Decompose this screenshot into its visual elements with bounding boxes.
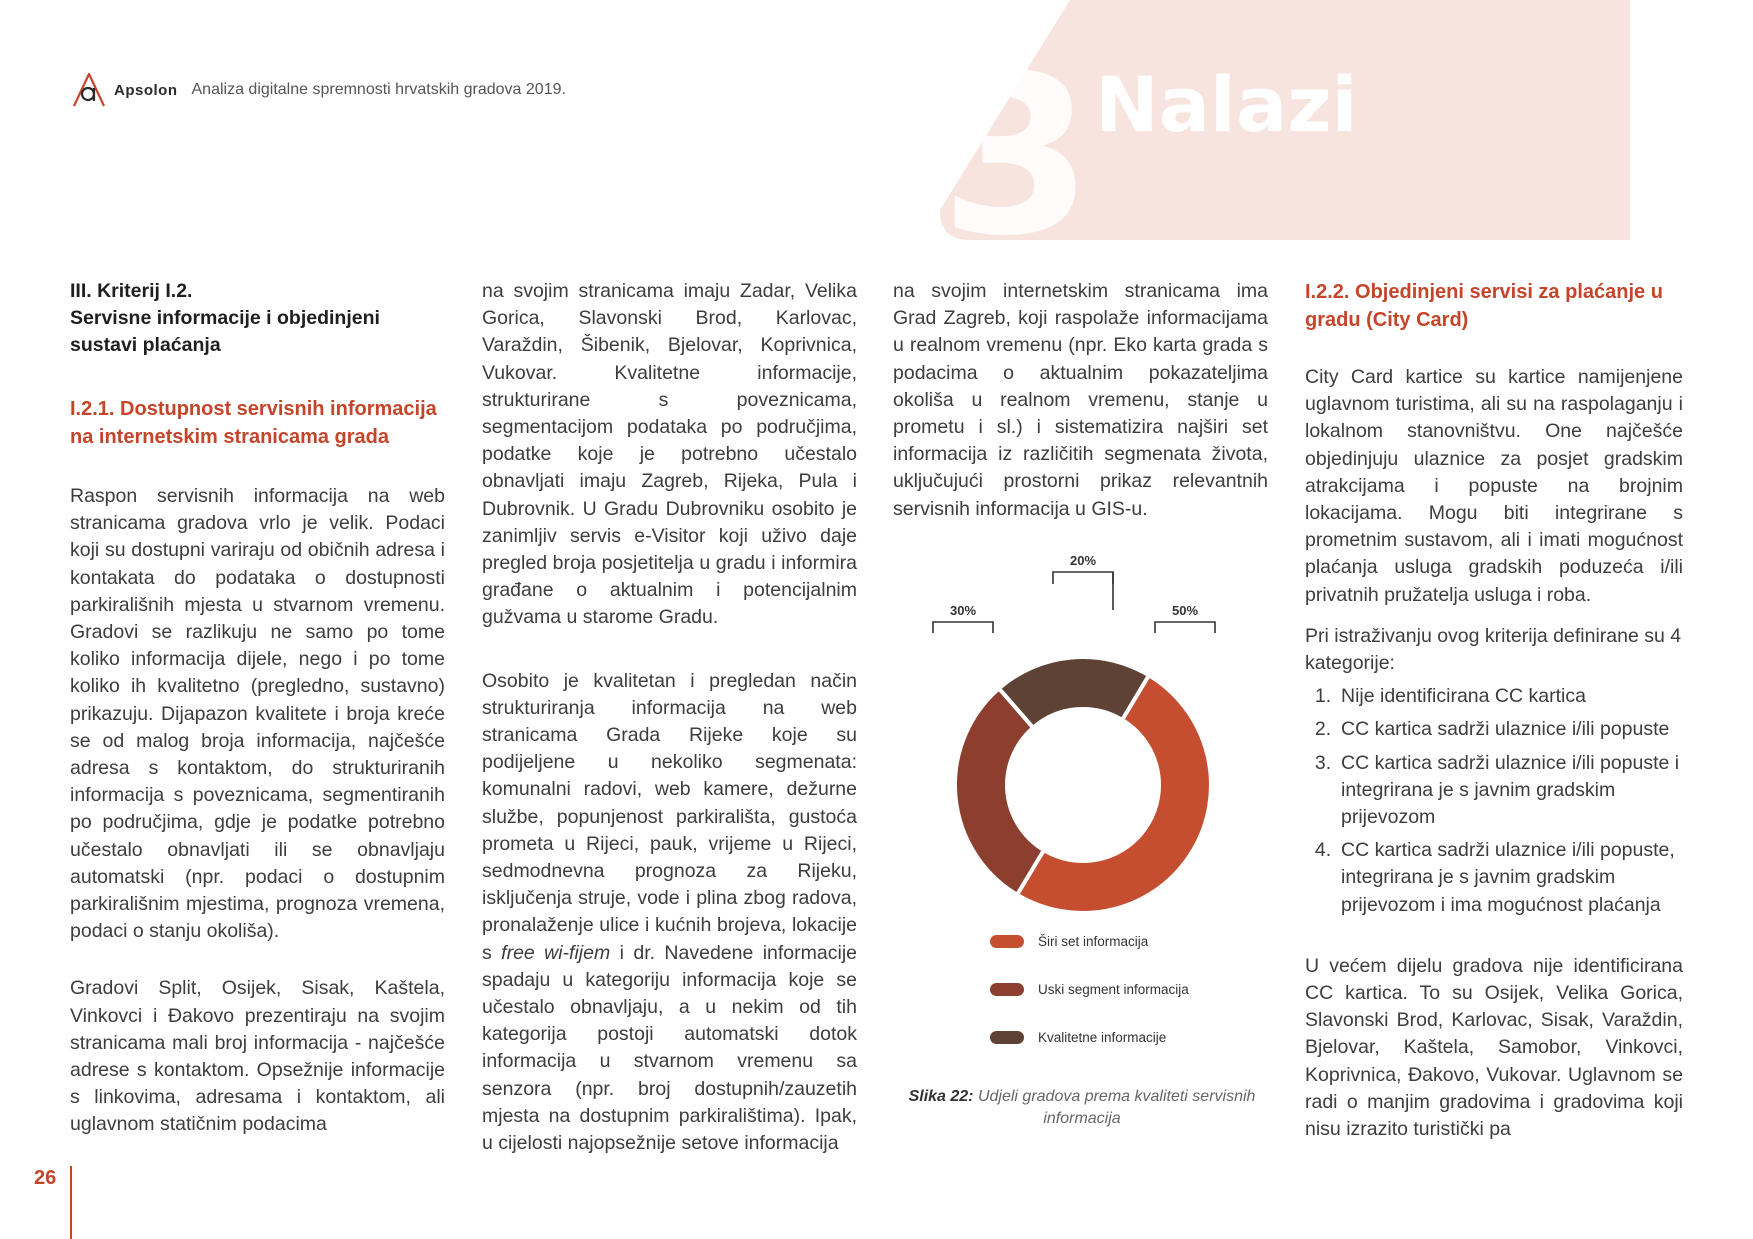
list-text: CC kartica sadrži ulaznice i/ili popuste i integrirana je s javnim gradskim prijevozom — [1341, 751, 1680, 829]
donut-data-label: 30% — [949, 603, 977, 618]
label-leader-line — [1155, 622, 1215, 633]
donut-data-label: 50% — [1171, 603, 1199, 618]
legend-item — [990, 1026, 1189, 1048]
legend-swatch — [990, 935, 1024, 948]
list-number: 3. — [1314, 751, 1332, 774]
legend-label: Širi set informacija — [1038, 933, 1149, 949]
paragraph-text: i dr. Navedene informacije spadaju u kategoriju informacija koje se učestalo obnavljaju, a u nekim od tih kategorija postoji automatski dotok informacija u stvarnom vremenu sa senzora (npr. broj dostupnih/zauzetih mjesta na dostupnim parkiralištima). Ipak, u cijelosti najopsežnije setove informacija — [482, 941, 857, 1155]
legend-swatch — [990, 983, 1024, 996]
paragraph: na svojim internetskim stranicama ima Grad Zagreb, koji raspolaže informacijama u realnom vremenu (npr. Eko karta grada s podacima o aktualnim pokazateljima okoliša u realnom vremenu, stanje u prometu i sl.) i sistematizira najširi set informacija iz različitih segmenata života, uključujući prostorni prikaz relevantnih servisnih informacija u GIS-u. — [893, 280, 1268, 520]
donut-chart — [893, 540, 1271, 920]
page-header — [70, 70, 566, 110]
criterion-title — [70, 278, 445, 359]
chart-legend — [990, 930, 1189, 1074]
list-text: CC kartica sadrži ulaznice i/ili popuste — [1341, 718, 1670, 741]
column-2 — [482, 278, 857, 1184]
legend-item — [990, 978, 1189, 1000]
list-number: 2. — [1314, 718, 1332, 741]
paragraph: City Card kartice su kartice namijenjene uglavnom turistima, ali su na raspolaganju i lokalnom stanovništvu. One najčešće objedinjuju ulaznice za posjet gradskim atrakcijama i popuste na brojnim lokacijama. Mogu biti integrirane s prometnim sustavom, ali i imati mogućnost plaćanja usluga gradskih poduzeća i/ili privatnih pružatelja usluga i roba. — [1305, 366, 1683, 606]
list-item — [1305, 837, 1683, 919]
italic-term: free wi-fijem — [501, 941, 611, 964]
label-leader-line — [1053, 572, 1113, 584]
list-item — [1305, 750, 1683, 832]
section-heading-2-1: I.2.1. Dostupnost servisnih informacija na internetskim stranicama grada — [70, 398, 437, 448]
paragraph: Pri istraživanju ovog kriterija definirane su 4 kategorije: — [1305, 624, 1682, 675]
paragraph-text: Osobito je kvalitetan i pregledan način strukturiranja informacija na web stranicama Grada Rijeke koje su podijeljene u nekoliko segmenata: komunalni radovi, web kamere, dežurne službe, popunjenost parkirališta, gustoća prometa u Rijeci, pauk, vrijeme u Rijeci, sedmodnevna prognoza za Rijeku, isključenja struje, vode i plina zbog radova, pronalaženje ulice i kućnih brojeva, lokacije s — [482, 669, 857, 964]
list-number: 4. — [1314, 839, 1332, 862]
paragraph: U većem dijelu gradova nije identificirana CC kartica. To su Osijek, Velika Gorica, Slavonski Brod, Karlovac, Sisak, Varaždin, Bjelovar, Kaštela, Samobor, Vinkovci, Koprivnica, Đakovo, Vukovar. Uglavnom se radi o manjim gradovima i gradovima koji nisu izrazito turistički pa — [1305, 954, 1683, 1141]
donut-chart-svg — [893, 540, 1271, 920]
list-item — [1305, 716, 1683, 743]
caption-text: Udjeli gradova prema kvaliteti servisnih informacija — [977, 1088, 1256, 1127]
document-title: Analiza digitalne spremnosti hrvatskih gradova 2019. — [191, 81, 566, 98]
list-text: Nije identificirana CC kartica — [1341, 685, 1586, 708]
figure-caption — [893, 1086, 1271, 1130]
paragraph — [482, 668, 857, 1158]
section-heading-2-2: I.2.2. Objedinjeni servisi za plaćanje u gradu (City Card) — [1305, 281, 1663, 331]
paragraph: Raspon servisnih informacija na web stranicama gradova vrlo je velik. Podaci koji su dostupni variraju od običnih adresa i kontakata do podataka o dostupnosti parkirališnih mjesta u stvarnom vremenu. Gradovi se razlikuju ne samo po tome koliko informacija dijele, nego i po tome koliko ih kvalitetno (pregledno, sustavno) prikazuju. Dijapazon kvalitete i broja kreće se od malog broja informacija, najčešće adresa s kontaktom, do strukturiranih informacija s poveznicama, segmentiranih po područjima, gdje je podatke potrebno učestalo obnavljati ili se obnavljaju automatski (npr. podaci o dostupnim parkirališnim mjestima, prognoza vremena, podaci o stanju okoliša). — [70, 485, 445, 943]
list-number: 1. — [1314, 685, 1332, 708]
paragraph: na svojim stranicama imaju Zadar, Velika Gorica, Slavonski Brod, Karlovac, Varaždin, Šibenik, Bjelovar, Koprivnica, Vukovar. Kvalitetne informacije, strukturirane s poveznicama, segmentacijom podataka po područjima, podatke koje je potrebno učestalo obnavljati imaju Zagreb, Rijeka, Pula i Dubrovnik. U Gradu Dubrovniku osobito je zanimljiv servis e-Visitor koji uživo daje pregled broja posjetitelja u gradu i informira građane o aktualnim i potencijalnim gužvama u starome Gradu. — [482, 280, 857, 629]
list-text: CC kartica sadrži ulaznice i/ili popuste, integrirana je s javnim gradskim prijevozom i ima mogućnost plaćanja — [1341, 839, 1675, 916]
list-item — [1305, 683, 1683, 710]
donut-data-label: 20% — [1069, 553, 1097, 568]
caption-label: Slika 22: — [908, 1088, 974, 1105]
brand-name: Apsolon — [114, 81, 178, 99]
legend-label: Uski segment informacija — [1038, 981, 1189, 997]
category-list — [1305, 683, 1683, 919]
criterion-line-1: III. Kriterij I.2. — [70, 280, 193, 302]
label-leader-line — [933, 622, 993, 633]
criterion-line-2: Servisne informacije i objedinjeni sustavi plaćanja — [70, 307, 380, 356]
column-3 — [893, 278, 1268, 550]
legend-label: Kvalitetne informacije — [1038, 1029, 1167, 1045]
column-1 — [70, 278, 445, 1166]
page-number: 26 — [34, 1167, 57, 1189]
apsolon-logo-icon — [70, 70, 108, 110]
banner-title-line2: istraživanja — [1095, 148, 1594, 237]
legend-item — [990, 930, 1189, 952]
banner-title-line1: Nalazi — [1095, 60, 1358, 149]
page-rule — [70, 1166, 72, 1239]
legend-swatch — [990, 1031, 1024, 1044]
paragraph: Gradovi Split, Osijek, Sisak, Kaštela, Vinkovci i Đakovo prezentiraju na svojim stranicama mali broj informacija - najčešće adrese s kontaktom. Opsežnije informacije s linkovima, adresama i kontaktom, ali uglavnom statičnim podacima — [70, 977, 445, 1136]
banner-number: 3 — [940, 28, 1094, 260]
column-4 — [1305, 278, 1683, 1170]
